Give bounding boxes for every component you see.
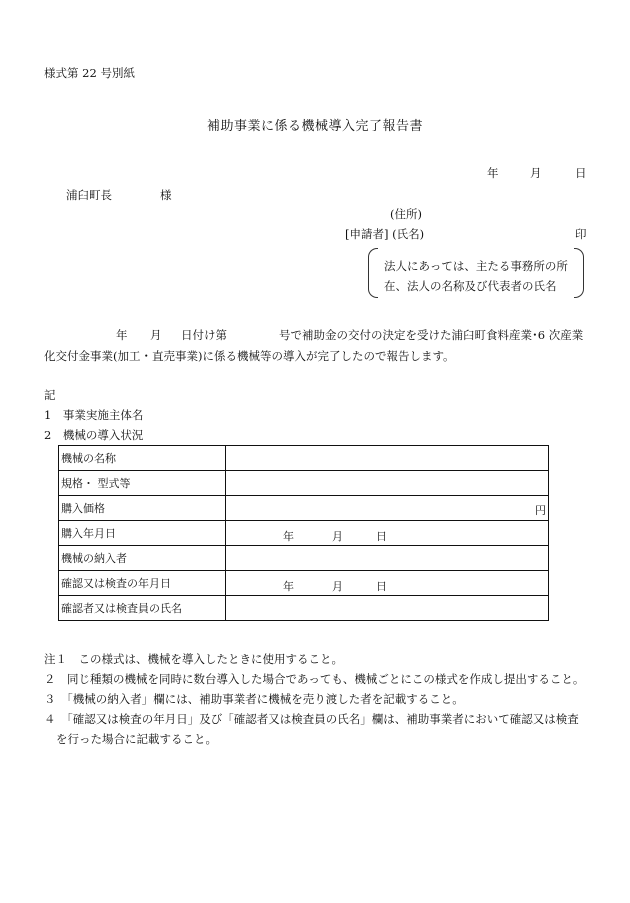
row-value[interactable]: [226, 471, 549, 496]
table-row: [59, 521, 549, 546]
row-value[interactable]: [226, 446, 549, 471]
seal-mark: 印: [575, 227, 587, 241]
form-number: 様式第 22 号別紙: [44, 66, 135, 80]
address-label: (住所): [390, 207, 422, 221]
inspection-date-value[interactable]: [226, 571, 549, 596]
corporation-note: [368, 248, 584, 298]
table-row: [59, 546, 549, 571]
note-4-continuation: を行った場合に記載すること。: [56, 732, 217, 746]
machine-table: [58, 445, 549, 621]
yen-unit: 円: [535, 504, 546, 517]
body-text-line2: 化交付金事業(加工・直売事業)に係る機械等の導入が完了したので報告します。: [44, 349, 455, 363]
date-year-label: 年: [283, 580, 294, 593]
ki-heading: 記: [44, 388, 56, 402]
addressee-name: 浦臼町長: [66, 188, 112, 202]
date-month-label: 月: [530, 166, 542, 180]
body-month-label: 月: [150, 328, 162, 342]
date-day-label: 日: [376, 580, 387, 593]
left-bracket: [368, 248, 378, 298]
body-year-label: 年: [116, 328, 128, 342]
item-entity-name: 1 事業実施主体名: [44, 408, 144, 422]
row-label: 購入価格: [59, 496, 226, 521]
row-label: 機械の納入者: [59, 546, 226, 571]
table-row: [59, 496, 549, 521]
page-title: 補助事業に係る機械導入完了報告書: [206, 119, 423, 134]
body-ref-label: 日付け第: [181, 328, 227, 342]
price-value[interactable]: [226, 496, 549, 521]
table-row: [59, 471, 549, 496]
date-day-label: 日: [575, 166, 587, 180]
date-year-label: 年: [283, 530, 294, 543]
row-label: 規格・ 型式等: [59, 471, 226, 496]
date-day-label: 日: [376, 530, 387, 543]
row-value[interactable]: [226, 596, 549, 621]
note-4: ４ 「確認又は検査の年月日」及び「確認者又は検査員の氏名」欄は、補助事業者において確認又は検査: [44, 712, 579, 726]
row-label: 確認又は検査の年月日: [59, 571, 226, 596]
body-text-line1: 号で補助金の交付の決定を受けた浦臼町食料産業･6 次産業: [279, 328, 584, 342]
date-month-label: 月: [332, 530, 343, 543]
right-bracket: [574, 248, 584, 298]
date-year-label: 年: [487, 166, 499, 180]
note-3: ３ 「機械の納入者」欄には、補助事業者に機械を売り渡した者を記載すること。: [44, 692, 464, 706]
note-2: ２ 同じ種類の機械を同時に数台導入した場合であっても、機械ごとにこの様式を作成し提出すること。: [44, 672, 585, 686]
note-1: 注１ この様式は、機械を導入したときに使用すること。: [44, 652, 343, 666]
addressee-honorific: 様: [160, 188, 172, 202]
table-row: [59, 571, 549, 596]
applicant-label: [申請者] (氏名): [345, 227, 425, 241]
date-month-label: 月: [332, 580, 343, 593]
row-label: 確認者又は検査員の氏名: [59, 596, 226, 621]
row-label: 購入年月日: [59, 521, 226, 546]
item-machine-status: 2 機械の導入状況: [44, 428, 144, 442]
row-value[interactable]: [226, 546, 549, 571]
purchase-date-value[interactable]: [226, 521, 549, 546]
corporation-note-line2: 在、法人の名称及び代表者の氏名: [384, 279, 557, 293]
table-row: [59, 446, 549, 471]
row-label: 機械の名称: [59, 446, 226, 471]
table-row: [59, 596, 549, 621]
corporation-note-line1: 法人にあっては、主たる事務所の所: [384, 259, 568, 273]
